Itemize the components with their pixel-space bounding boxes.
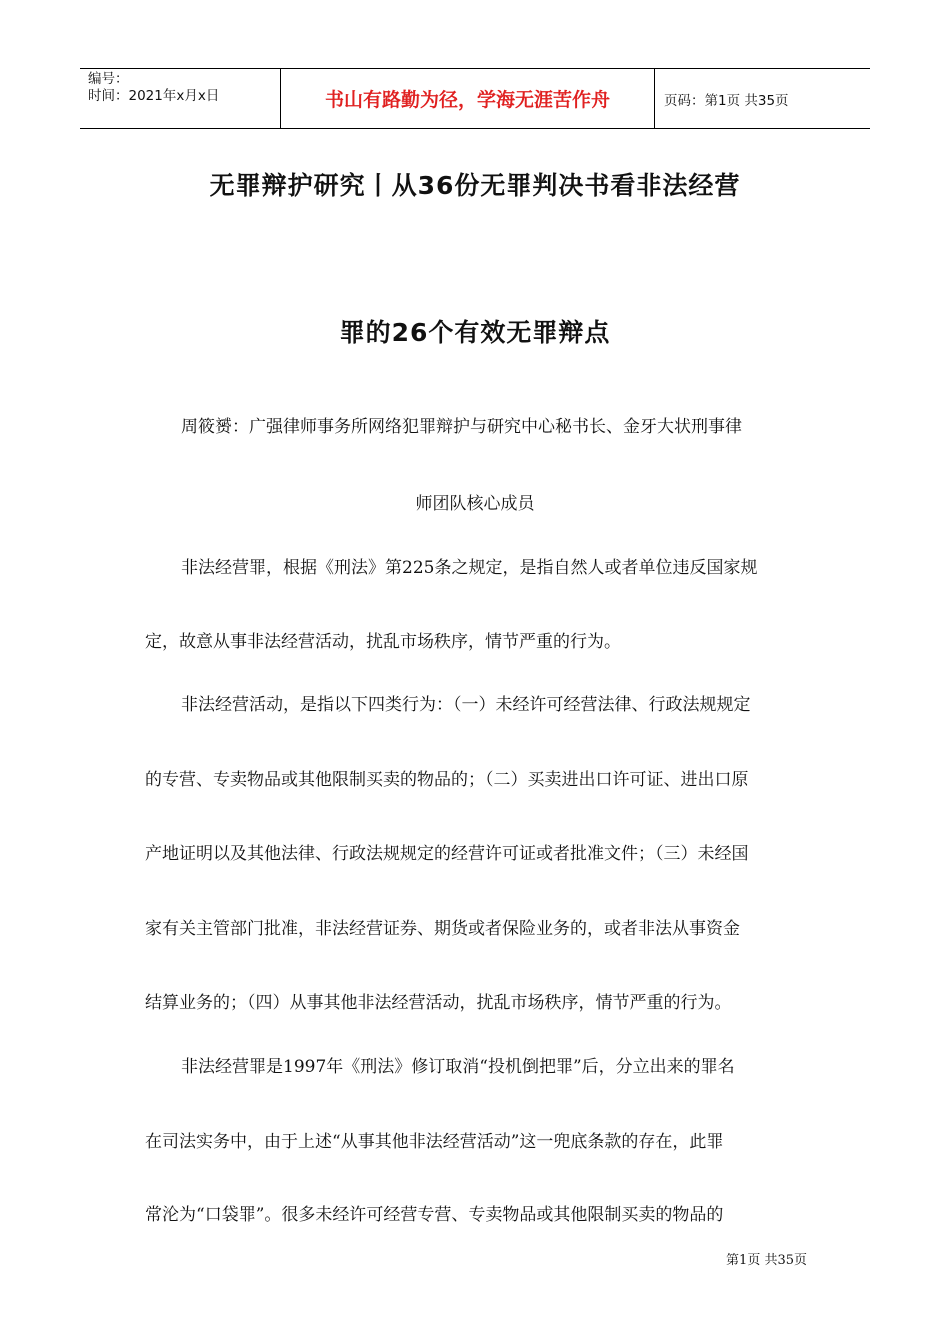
body-line: 在司法实务中，由于上述“从事其他非法经营活动”这一兜底条款的存在，此罪	[145, 1132, 724, 1152]
header-meta	[80, 69, 281, 128]
page-footer: 第1页 共35页	[726, 1253, 807, 1268]
document-title-line-2: 罪的26个有效无罪辩点	[339, 318, 611, 347]
body-line: 非法经营罪，根据《刑法》第225条之规定，是指自然人或者单位违反国家规	[181, 558, 758, 578]
body-line: 产地证明以及其他法律、行政法规规定的经营许可证或者批准文件；（三）未经国	[145, 844, 749, 864]
author-line-1: 周筱赟：广强律师事务所网络犯罪辩护与研究中心秘书长、金牙大状刑事律	[181, 417, 742, 437]
document-number-label: 编号：	[88, 71, 129, 87]
body-line: 定，故意从事非法经营活动，扰乱市场秩序，情节严重的行为。	[145, 632, 621, 652]
header-motto: 书山有路勤为径，学海无涯苦作舟	[281, 69, 655, 128]
body-line: 非法经营活动，是指以下四类行为：（一）未经许可经营法律、行政法规规定	[181, 695, 751, 715]
body-line: 结算业务的；（四）从事其他非法经营活动，扰乱市场秩序，情节严重的行为。	[145, 993, 732, 1013]
document-title-line-1: 无罪辩护研究丨从36份无罪判决书看非法经营	[209, 171, 741, 200]
body-line: 非法经营罪是1997年《刑法》修订取消“投机倒把罪”后，分立出来的罪名	[181, 1057, 735, 1077]
body-line: 的专营、专卖物品或其他限制买卖的物品的；（二）买卖进出口许可证、进出口原	[145, 770, 749, 790]
document-date: 时间：2021年x月x日	[88, 88, 220, 104]
author-line-2: 师团队核心成员	[415, 494, 535, 514]
body-line: 家有关主管部门批准，非法经营证券、期货或者保险业务的，或者非法从事资金	[145, 919, 740, 939]
header-page-number: 页码：第1页 共35页	[664, 92, 789, 109]
page-header	[80, 68, 870, 129]
body-line: 常沦为“口袋罪”。很多未经许可经营专营、专卖物品或其他限制买卖的物品的	[145, 1205, 724, 1225]
